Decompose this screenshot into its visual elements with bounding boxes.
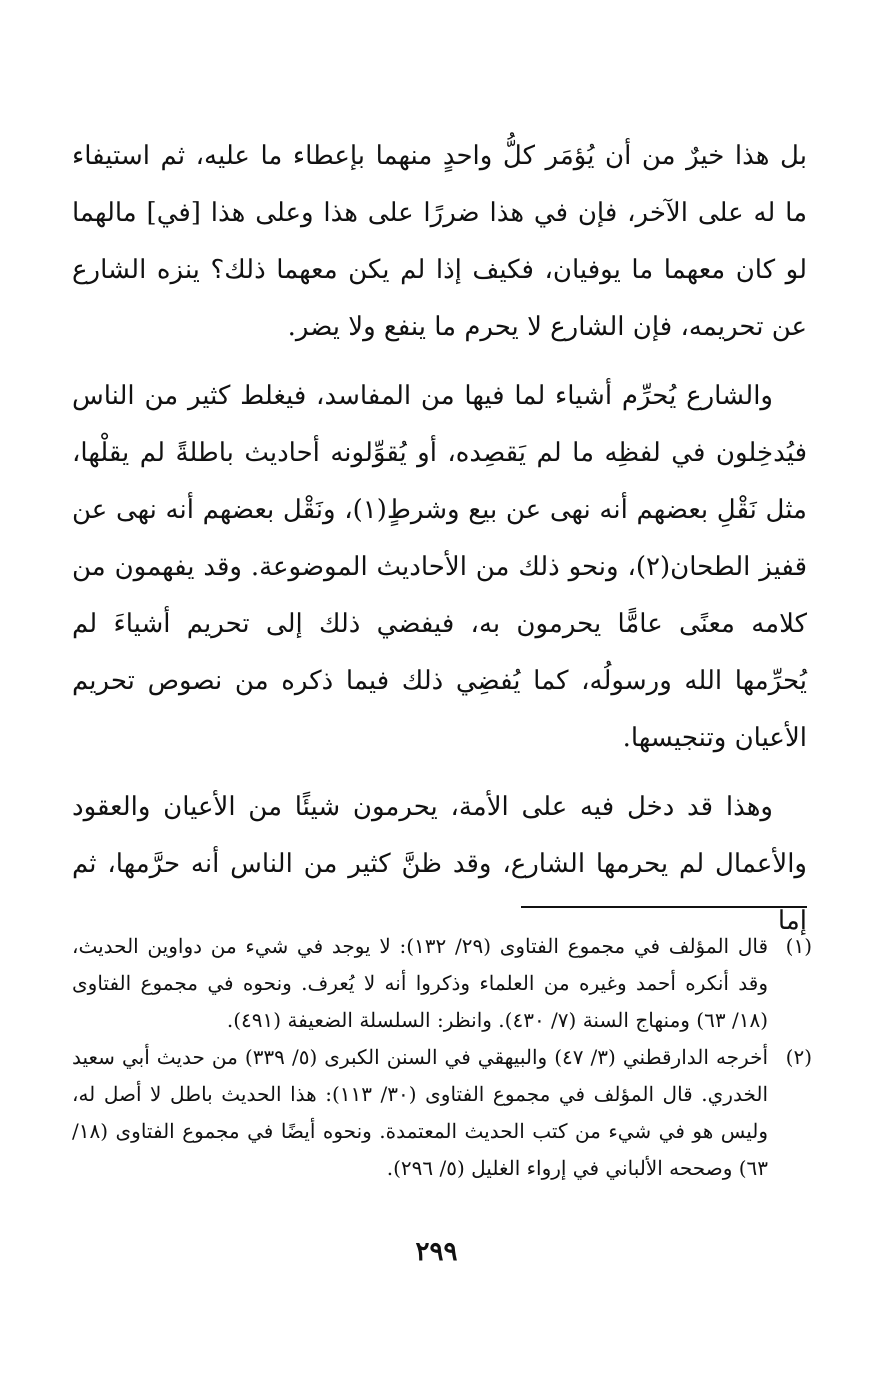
footnote-text: قال المؤلف في مجموع الفتاوى (٢٩/ ١٣٢): لا يوجد في شيء من دواوين الحديث، وقد أنكره أحمد وغيره من العلماء وذكروا أنه لا يُعرف. ونحوه في مجموع الفتاوى (١٨/ ٦٣) ومنهاج السنة (٧/ ٤٣٠). وانظر: السلسلة الضعيفة (٤٩١).: [72, 934, 769, 1032]
paragraph-2: والشارع يُحرِّم أشياء لما فيها من المفاسد، فيغلط كثير من الناس فيُدخِلون في لفظِه ما لم يَقصِده، أو يُقوِّلونه أحاديث باطلةً لم يقلْها، مثل نَقْلِ بعضهم أنه نهى عن بيع وشرطٍ(١)، ونَقْل بعضهم أنه نهى عن قفيز الطحان(٢)، ونحو ذلك من الأحاديث الموضوعة. وقد يفهمون من كلامه معنًى عامًّا يحرمون به، فيفضي ذلك إلى تحريم أشياءَ لم يُحرِّمها الله ورسولُه، كما يُفضِي ذلك فيما ذكره من نصوص تحريم الأعيان وتنجيسها.: [72, 381, 808, 753]
main-text-block: [72, 128, 807, 962]
footnote-number: (١): [785, 934, 812, 958]
footnote-number: (٢): [785, 1045, 812, 1069]
page-number: ٢٩٩: [415, 1237, 458, 1267]
footnote-text: أخرجه الدارقطني (٣/ ٤٧) والبيهقي في السنن الكبرى (٥/ ٣٣٩) من حديث أبي سعيد الخدري. قال المؤلف في مجموع الفتاوى (٣٠/ ١١٣): هذا الحديث باطل لا أصل له، وليس هو في شيء من كتب الحديث المعتمدة. ونحوه أيضًا في مجموع الفتاوى (١٨/ ٦٣) وصححه الألباني في إرواء الغليل (٥/ ٢٩٦).: [72, 1045, 768, 1180]
footnote-2: [72, 1039, 812, 1187]
footnote-1: [72, 928, 812, 1039]
paragraph-3: وهذا قد دخل فيه على الأمة، يحرمون شيئًا من الأعيان والعقود والأعمال لم يحرمها الشارع، وقد ظنَّ كثير من الناس أنه حرَّمها، ثم إما: [72, 792, 807, 936]
footnotes-block: [72, 928, 812, 1187]
paragraph-1: بل هذا خيرٌ من أن يُؤمَر كلُّ واحدٍ منهما بإعطاء ما عليه، ثم استيفاء ما له على الآخر، فإن في هذا ضررًا على هذا وعلى هذا [في] مالهما لو كان معهما ما يوفيان، فكيف إذا لم يكن معهما ذلك؟ ينزه الشارع عن تحريمه، فإن الشارع لا يحرم ما ينفع ولا يضر.: [72, 141, 807, 342]
footnote-separator: [521, 906, 807, 908]
